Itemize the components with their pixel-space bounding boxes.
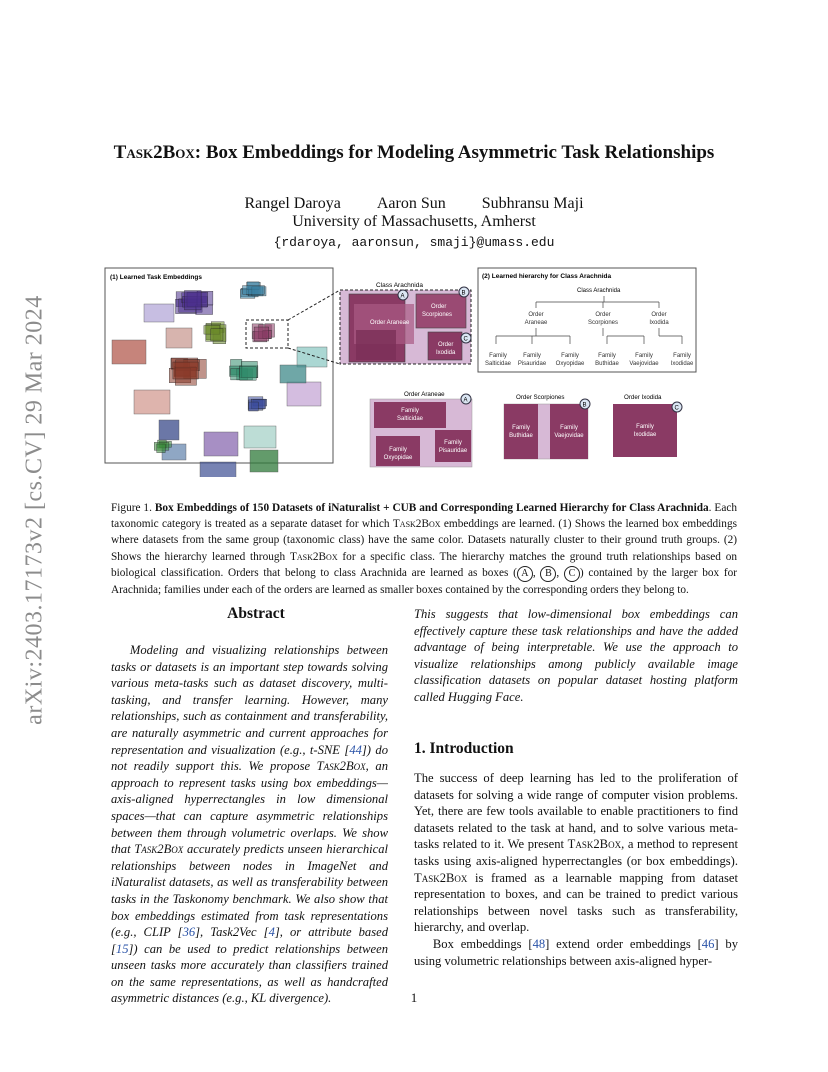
svg-text:Family: Family	[512, 425, 530, 431]
figure-1	[104, 262, 704, 477]
svg-text:Ixodidae: Ixodidae	[670, 361, 694, 367]
page-number: 1	[410, 990, 418, 1005]
svg-text:Oxyopidae: Oxyopidae	[555, 361, 585, 367]
svg-text:Family: Family	[673, 353, 691, 359]
svg-text:Order: Order	[595, 312, 611, 318]
svg-text:Pisauridae: Pisauridae	[517, 361, 547, 367]
embedding-box	[240, 366, 257, 380]
author: Aaron Sun	[376, 195, 446, 212]
svg-text:Order: Order	[438, 342, 454, 348]
svg-text:Order: Order	[651, 312, 667, 318]
section-heading-introduction: 1. Introduction	[414, 740, 514, 757]
panel2-title: (2) Learned hierarchy for Class Arachnida	[482, 273, 612, 280]
embedding-box	[280, 365, 306, 383]
embedding-box	[157, 444, 166, 453]
citation-link[interactable]: 4	[268, 925, 275, 940]
abstract-heading: Abstract	[227, 605, 285, 622]
svg-text:Order: Order	[431, 304, 447, 310]
panel1-title: (1) Learned Task Embeddings	[110, 274, 202, 281]
svg-text:B: B	[582, 402, 587, 409]
embedding-box	[249, 402, 259, 411]
svg-text:Ixodida: Ixodida	[649, 320, 669, 326]
embedding-box	[144, 304, 174, 322]
embedding-box	[173, 362, 199, 379]
svg-text:Oxyopidae: Oxyopidae	[383, 455, 413, 461]
svg-text:C: C	[463, 336, 468, 343]
svg-text:Order: Order	[528, 312, 544, 318]
svg-text:Salticidae: Salticidae	[396, 416, 424, 422]
scorpiones-box	[416, 294, 466, 328]
abstract-body: Modeling and visualizing relationships between tasks or datasets is an important step towards solving various meta-tasks such as dataset discovery, multi-tasking, and transfer learning. However, many relationships, such as containment and transferability, are naturally asymmetric and current approaches for representation and visualization (e.g., t-SNE [44]) do not readily support this. We propose Task2Box, an approach to represent tasks using box embeddings—axis-aligned hyperrectangles in low dimensional spaces—that can capture asymmetric relationships between them through volumetric overlaps. We show that Task2Box accurately predicts unseen hierarchical relationships between nodes in ImageNet and iNaturalist datasets, as well as transferability between tasks in the Taskonomy benchmark. We also show that box embeddings estimated from task representations (e.g., CLIP [36], Task2Vec [4], or attribute based [15]) can be used to predict relationships between unseen tasks more accurately than classifiers trained on the same representations, as well as handcrafted asymmetric distances (e.g., KL divergence).	[111, 643, 389, 1006]
intro-paragraph-2: Box embeddings [48] extend order embeddings [46] by using volumetric relationships between axis-aligned hyper-	[414, 936, 738, 968]
paper-title	[60, 142, 768, 164]
author-list	[60, 195, 768, 213]
svg-text:Family: Family	[560, 425, 578, 431]
citation-link[interactable]: 46	[701, 936, 715, 951]
svg-text:Family: Family	[401, 408, 419, 414]
embedding-box	[297, 347, 327, 367]
embedding-box	[134, 390, 170, 414]
citation-link[interactable]: 48	[532, 936, 546, 951]
embedding-box	[200, 462, 236, 477]
svg-text:Araneae: Araneae	[524, 320, 548, 326]
embedding-box	[184, 291, 201, 310]
bottom-ixodida	[613, 404, 677, 457]
svg-text:Family: Family	[523, 353, 541, 359]
embedding-box	[250, 450, 278, 472]
zoom-class-label: Class Arachnida	[376, 282, 423, 289]
svg-text:Scorpiones: Scorpiones	[587, 320, 619, 326]
arxiv-identifier: arXiv:2403.17173v2 [cs.CV] 29 Mar 2024	[21, 295, 48, 725]
svg-text:Family: Family	[635, 353, 653, 359]
svg-text:Ixodida: Ixodida	[436, 350, 456, 356]
svg-text:Vaejovidae: Vaejovidae	[554, 433, 584, 439]
intro-paragraph-1: The success of deep learning has led to the proliferation of datasets for solving a wide range of computer vision problems. Yet, there are few tools available to enable practitioners to find datasets related to the task at hand, and to solve various meta-tasks related to it. We present Task2Box, a method to represent tasks using axis-aligned hyperrectangles (or box embeddings). Task2Box is framed as a learnable mapping from dataset representation to boxes, and can be trained to predict various relationships between novel tasks such as transferability, hierarchy, and overlap.	[414, 771, 738, 935]
marker-a: A	[517, 566, 533, 582]
tree-root: Class Arachnida	[577, 288, 621, 294]
svg-text:Ixodidae: Ixodidae	[633, 432, 657, 438]
embedding-box	[244, 426, 276, 448]
embedding-box	[287, 382, 321, 406]
svg-text:B: B	[461, 290, 466, 297]
svg-text:Family: Family	[636, 424, 654, 430]
author: Subhransu Maji	[481, 195, 584, 212]
svg-text:A: A	[463, 397, 468, 404]
embedding-box	[166, 328, 192, 348]
svg-text:Order Araneae: Order Araneae	[404, 391, 445, 398]
affiliation: University of Massachusetts, Amherst	[292, 213, 536, 230]
svg-text:Buthidae: Buthidae	[595, 361, 619, 367]
email[interactable]: {rdaroya, aaronsun, smaji}@umass.edu	[273, 235, 555, 250]
svg-text:Order Scorpiones: Order Scorpiones	[516, 394, 565, 401]
svg-text:C: C	[674, 405, 679, 412]
abstract-continuation: This suggests that low-dimensional box embeddings can effectively capture these task relationships and have the added advantage of being interpretable. We use the approach to visualize relationships among publicly available image classification datasets on popular dataset hosting platform called Hugging Face.	[414, 607, 738, 704]
svg-text:Family: Family	[561, 353, 579, 359]
svg-text:Buthidae: Buthidae	[509, 433, 533, 439]
embedding-box	[211, 329, 223, 341]
embedding-box	[243, 286, 265, 295]
title-brand: Task2Box	[113, 142, 195, 163]
embedding-box	[112, 340, 146, 364]
figure-caption: Figure 1. Box Embeddings of 150 Datasets of iNaturalist + CUB and Corresponding Learned Hierarchy for Class Arachnida. Each taxonomic category is treated as a separate dataset for which Task2Box embeddings are learned. (1) Shows the learned box embeddings where datasets from the same group (taxonomic class) have the same color. Datasets naturally cluster to their ground truth groups. (2) Shows the hierarchy learned through Task2Box for a specific class. The hierarchy matches the ground truth relationships based on biological classification. Orders that belong to class Arachnida are learned as boxes ( A , B , C ) contained by the larger box for Arachnida; families under each of the orders are learned as smaller boxes contained by the corresponding orders they belong to.	[111, 502, 738, 596]
introduction-body	[414, 770, 738, 969]
svg-text:Family: Family	[389, 447, 407, 453]
citation-link[interactable]: 44	[349, 742, 362, 757]
svg-text:Family: Family	[444, 440, 462, 446]
author: Rangel Daroya	[244, 195, 341, 212]
svg-text:Family: Family	[598, 353, 616, 359]
svg-text:Order Ixodida: Order Ixodida	[624, 394, 662, 401]
marker-b: B	[540, 566, 556, 582]
svg-text:Scorpiones: Scorpiones	[422, 312, 453, 318]
svg-text:Family: Family	[489, 353, 507, 359]
svg-text:Salticidae: Salticidae	[484, 361, 512, 367]
marker-c: C	[564, 566, 580, 582]
citation-link[interactable]: 36	[182, 925, 196, 940]
title-rest: : Box Embeddings for Modeling Asymmetric Task Relationships	[194, 142, 715, 163]
svg-text:Vaejovidae: Vaejovidae	[629, 361, 659, 367]
embedding-box	[159, 420, 179, 440]
svg-text:Order Araneae: Order Araneae	[370, 320, 410, 326]
citation-link[interactable]: 15	[115, 941, 129, 956]
svg-text:A: A	[400, 293, 405, 300]
embedding-box	[254, 327, 269, 341]
embedding-box	[204, 432, 238, 456]
svg-text:Pisauridae: Pisauridae	[438, 448, 468, 454]
